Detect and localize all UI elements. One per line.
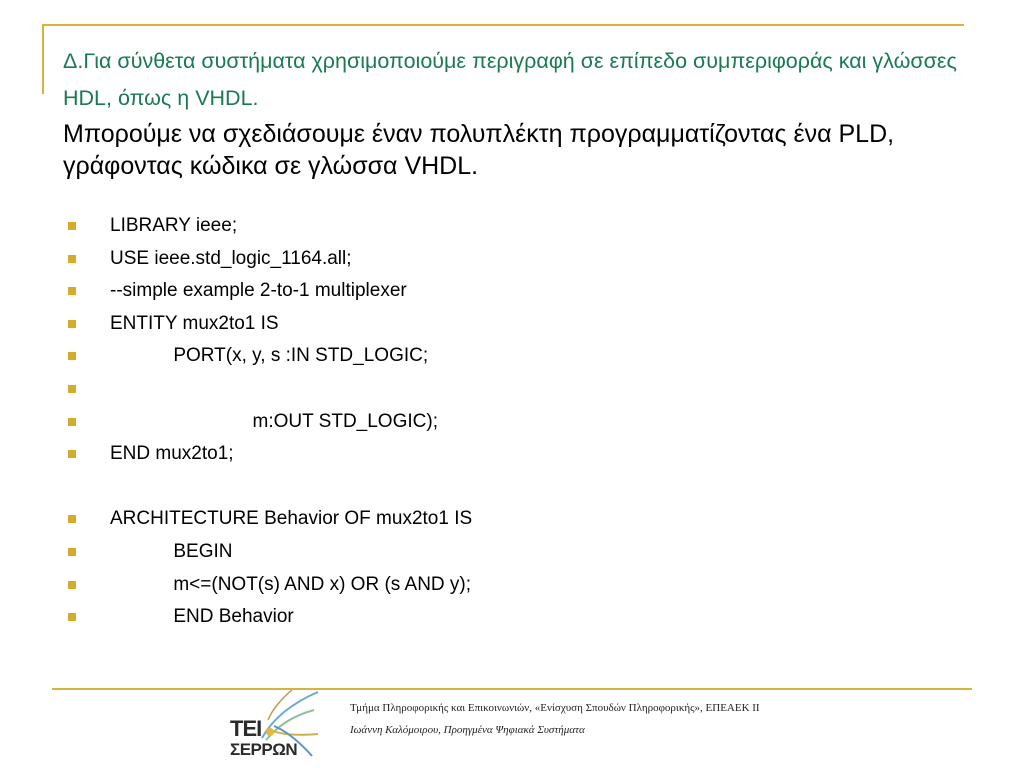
code-line: m:OUT STD_LOGIC); — [110, 410, 438, 432]
footer-department: Τμήμα Πληροφορικής και Επικοινωνιών, «Ενίσχυση Σπουδών Πληροφορικής», ΕΠΕΑΕΚ ΙΙ — [350, 702, 760, 714]
logo-text-serron: ΣΕΡΡΩΝ — [230, 740, 298, 759]
code-line: m<=(NOT(s) AND x) OR (s AND y); — [110, 573, 472, 595]
code-line: PORT(x, y, s :IN STD_LOGIC; — [110, 345, 429, 367]
code-line: ARCHITECTURE Behavior OF mux2to1 IS — [110, 508, 473, 530]
footer-author: Ιωάννη Καλόμοιρου, Προηγμένα Ψηφιακά Συστήματα — [350, 724, 585, 736]
left-rule — [42, 24, 44, 94]
code-line: END Behavior — [110, 606, 294, 628]
code-line: BEGIN — [110, 540, 233, 562]
bullet-icon — [68, 450, 76, 458]
bullet-icon — [68, 515, 76, 523]
bullet-icon — [68, 287, 76, 295]
bullet-icon — [68, 255, 76, 263]
bullet-icon — [68, 581, 76, 589]
bullet-icon — [68, 613, 76, 621]
bullet-icon — [68, 222, 76, 230]
code-line: USE ieee.std_logic_1164.all; — [110, 247, 352, 269]
bullet-icon — [68, 385, 76, 393]
code-line: END mux2to1; — [110, 443, 234, 465]
top-rule — [42, 24, 964, 26]
code-line: ENTITY mux2to1 IS — [110, 312, 279, 334]
bullet-icon — [68, 320, 76, 328]
bullet-icon — [68, 418, 76, 426]
logo-text-tei: ΤΕΙ — [230, 716, 262, 741]
bullet-icon — [68, 352, 76, 360]
code-line: --simple example 2-to-1 multiplexer — [110, 280, 407, 302]
bullet-icon — [68, 548, 76, 556]
code-line: LIBRARY ieee; — [110, 215, 238, 236]
footer-rule — [52, 688, 972, 690]
slide-subtitle: Μπορούμε να σχεδιάσουμε έναν πολυπλέκτη προγραμματίζοντας ένα PLD, γράφοντας κώδικα σε γλώσσα VHDL. — [63, 120, 895, 180]
slide-title: Δ.Για σύνθετα συστήματα χρησιμοποιούμε περιγραφή σε επίπεδο συμπεριφοράς και γλώσσες HDL, όπως η VHDL. — [63, 49, 957, 110]
